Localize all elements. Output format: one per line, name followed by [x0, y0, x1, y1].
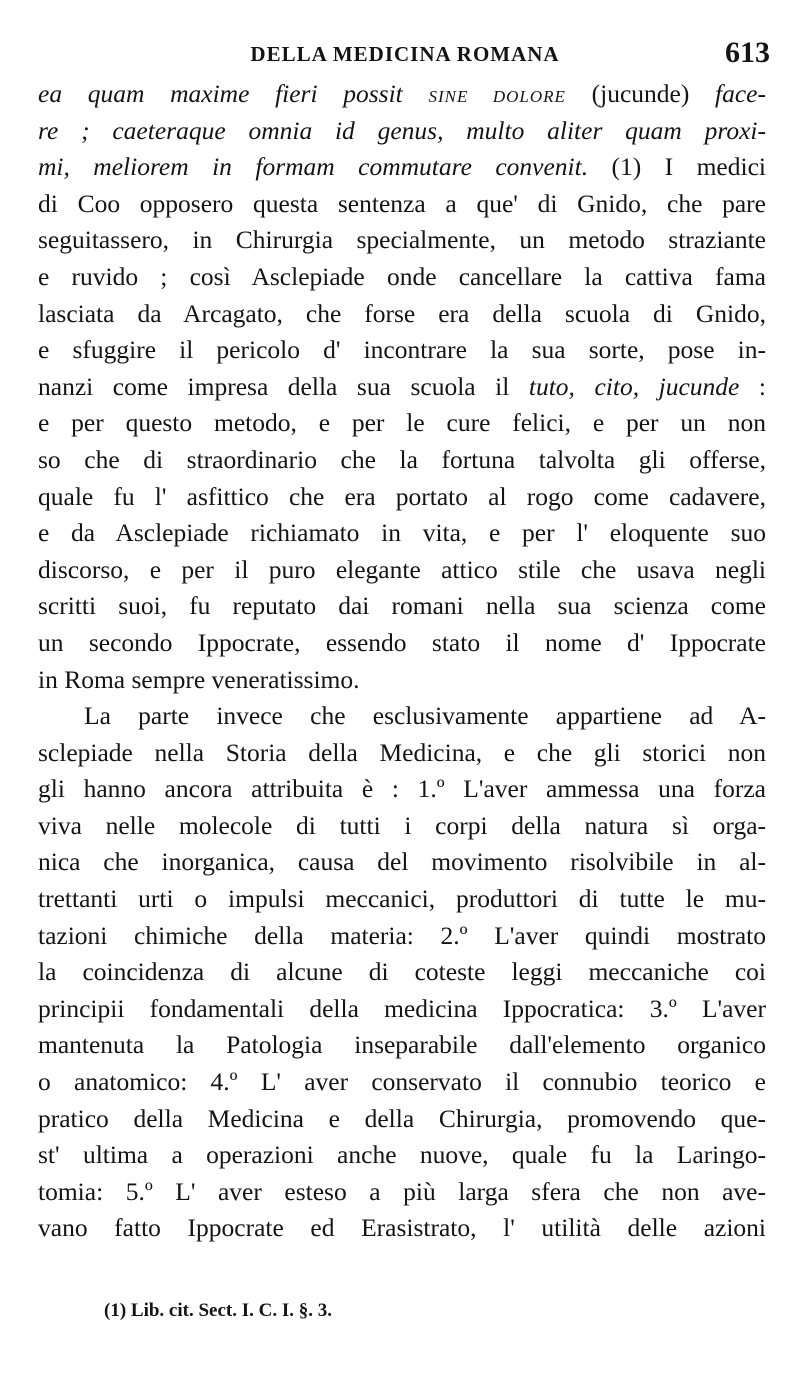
text-line: [38, 259, 766, 296]
text-segment: trettanti urti o impulsi meccanici, produttori di tutte le mu-: [38, 884, 766, 914]
text-segment: La parte invece che esclusivamente appartiene ad A-: [84, 701, 766, 731]
text-line: [38, 844, 766, 881]
text-segment: sclepiade nella Storia della Medicina, e che gli storici non: [38, 737, 766, 767]
text-segment: in Roma sempre veneratissimo.: [38, 664, 360, 694]
text-segment: la coincidenza di alcune di coteste leggi meccaniche coi: [38, 957, 766, 987]
text-segment: (1) I medici: [588, 152, 766, 182]
text-line: [38, 1174, 766, 1211]
text-line: [38, 1210, 766, 1247]
body-text: [38, 76, 766, 1247]
page-number: 613: [725, 36, 770, 69]
text-segment: quale fu l' asfittico che era portato al rogo come cadavere,: [38, 481, 766, 511]
text-segment: e ruvido ; così Asclepiade onde cancellare la cattiva fama: [38, 261, 766, 291]
text-line: [38, 479, 766, 516]
text-segment: pratico della Medicina e della Chirurgia, promovendo que-: [38, 1103, 766, 1133]
text-line: [38, 625, 766, 662]
text-line: [38, 881, 766, 918]
text-line: [38, 442, 766, 479]
text-segment: (jucunde): [565, 79, 715, 108]
text-segment: viva nelle molecole di tutti i corpi della natura sì orga-: [38, 810, 766, 840]
text-segment: e per questo metodo, e per le cure felici, e per un non: [38, 408, 766, 438]
text-segment: lasciata da Arcagato, che forse era della scuola di Gnido,: [38, 298, 766, 328]
text-line: [38, 186, 766, 223]
text-line: [38, 735, 766, 772]
text-segment: o anatomico: 4.º L' aver conservato il connubio teorico e: [38, 1067, 766, 1097]
text-segment: re ; caeteraque omnia id genus, multo aliter quam proxi-: [38, 115, 766, 145]
text-segment: discorso, e per il puro elegante attico stile che usava negli: [38, 554, 766, 584]
text-segment: mi, meliorem in formam commutare convenit.: [38, 152, 589, 182]
text-line: [38, 552, 766, 589]
text-line: [38, 222, 766, 259]
text-line: [38, 1064, 766, 1101]
text-segment: gli hanno ancora attribuita è : 1.º L'aver ammessa una forza: [38, 774, 766, 804]
text-segment: face-: [715, 79, 766, 108]
running-title: DELLA MEDICINA ROMANA: [250, 42, 560, 66]
text-segment: tazioni chimiche della materia: 2.º L'aver quindi mostrato: [38, 920, 766, 950]
text-line: [38, 1027, 766, 1064]
text-line: [38, 76, 766, 113]
text-line: [38, 991, 766, 1028]
running-head: [40, 36, 770, 76]
text-segment: seguitassero, in Chirurgia specialmente, un metodo straziante: [38, 225, 766, 255]
text-segment: mantenuta la Patologia inseparabile dall'elemento organico: [38, 1030, 766, 1060]
text-segment: nica che inorganica, causa del movimento risolvibile in al-: [38, 847, 766, 877]
text-line: [38, 588, 766, 625]
text-segment: nanzi come impresa della sua scuola il: [38, 371, 529, 401]
text-line: [38, 149, 766, 186]
text-line: [38, 1137, 766, 1174]
text-segment: scritti suoi, fu reputato dai romani nella sua scienza come: [38, 591, 766, 621]
text-segment: principii fondamentali della medicina Ippocratica: 3.º L'aver: [38, 993, 766, 1023]
text-segment: tomia: 5.º L' aver esteso a più larga sfera che non ave-: [38, 1176, 766, 1206]
text-line: [38, 771, 766, 808]
text-segment: e sfuggire il pericolo d' incontrare la sua sorte, pose in-: [38, 335, 766, 365]
text-line: [38, 332, 766, 369]
text-segment: st' ultima a operazioni anche nuove, quale fu la Laringo-: [38, 1140, 766, 1170]
text-line: [38, 296, 766, 333]
text-segment: un secondo Ippocrate, essendo stato il nome d' Ippocrate: [38, 627, 766, 657]
text-segment: vano fatto Ippocrate ed Erasistrato, l' utilità delle azioni: [38, 1213, 766, 1243]
text-segment: e da Asclepiade richiamato in vita, e per l' eloquente suo: [38, 518, 766, 548]
text-segment: ea quam maxime fieri possit: [38, 79, 429, 108]
text-line: [38, 808, 766, 845]
text-segment: so che di straordinario che la fortuna talvolta gli offerse,: [38, 444, 766, 474]
text-line: [38, 954, 766, 991]
text-line: [38, 515, 766, 552]
text-line: [38, 369, 766, 406]
text-segment: di Coo opposero questa sentenza a que' di Gnido, che pare: [38, 188, 766, 218]
text-line: [38, 1101, 766, 1138]
text-line: [38, 662, 766, 699]
footnote: (1) Lib. cit. Sect. I. C. I. §. 3.: [104, 1300, 332, 1321]
text-segment: :: [739, 371, 766, 401]
text-segment: SINE DOLORE: [428, 87, 566, 106]
text-line: [38, 113, 766, 150]
text-line: [38, 918, 766, 955]
text-segment: tuto, cito, jucunde: [528, 371, 740, 401]
text-line: [38, 698, 766, 735]
text-line: [38, 405, 766, 442]
